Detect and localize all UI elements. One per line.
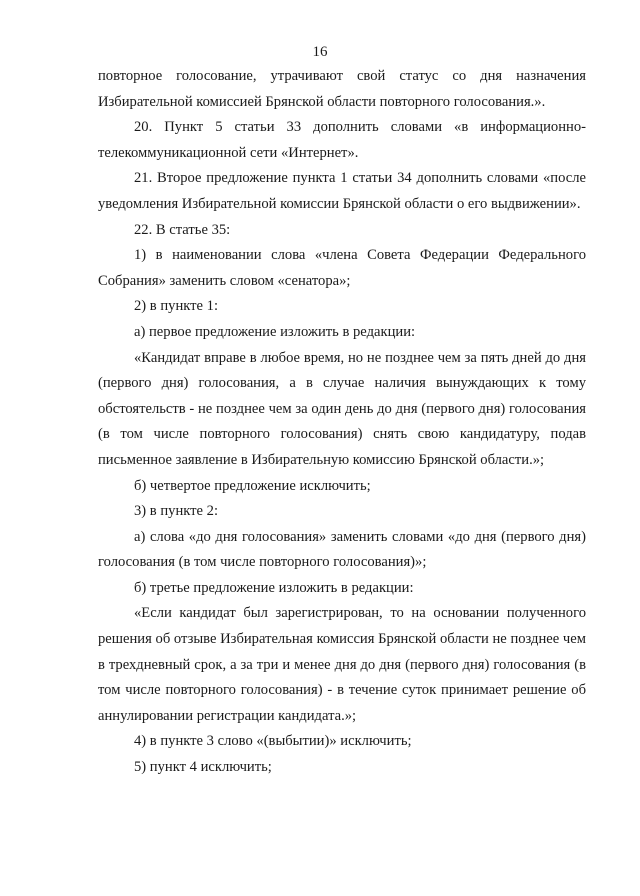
paragraph: б) третье предложение изложить в редакции: (134, 579, 414, 596)
paragraph: 22. В статье 35: (134, 221, 231, 238)
document-body (98, 64, 586, 781)
paragraph: 21. Второе предложение пункта 1 статьи 34 дополнить словами «после уведомления Избирательной комиссии Брянской области о его выдвижении». (98, 170, 586, 212)
paragraph: повторное голосование, утрачивают свой статус со дня назначения Избирательной комиссией Брянской области повторного голосования.». (98, 68, 586, 110)
paragraph: б) четвертое предложение исключить; (134, 477, 371, 494)
paragraph: а) первое предложение изложить в редакции: (134, 323, 416, 340)
paragraph: 20. Пункт 5 статьи 33 дополнить словами «в информационно-телекоммуникационной сети «Интернет». (98, 119, 586, 161)
paragraph: 2) в пункте 1: (134, 298, 219, 315)
page-number: 16 (312, 44, 328, 60)
paragraph: 3) в пункте 2: (134, 503, 219, 520)
paragraph: 1) в наименовании слова «члена Совета Федерации Федерального Собрания» заменить словом «сенатора»; (98, 247, 586, 289)
paragraph: «Если кандидат был зарегистрирован, то на основании полученного решения об отзыве Избирательная комиссия Брянской области не позднее чем в трехдневный срок, а за три и менее дня до дня (первого дня) голосования (в том числе повторного голосования) - в течение суток принимает решение об аннулировании регистрации кандидата.»; (98, 605, 586, 724)
paragraph: а) слова «до дня голосования» заменить словами «до дня (первого дня) голосования (в том числе повторного голосования)»; (98, 528, 586, 571)
paragraph: «Кандидат вправе в любое время, но не позднее чем за пять дней до дня (первого дня) голосования, а в случае наличия вынуждающих к тому обстоятельств - не позднее чем за один день до дня (первого дня) голосования (в том числе повторного голосования) снять свою кандидатуру, подав письменное заявление в Избирательную комиссию Брянской области.»; (98, 349, 586, 468)
paragraph: 4) в пункте 3 слово «(выбытии)» исключить; (134, 733, 412, 750)
paragraph: 5) пункт 4 исключить; (134, 759, 272, 776)
